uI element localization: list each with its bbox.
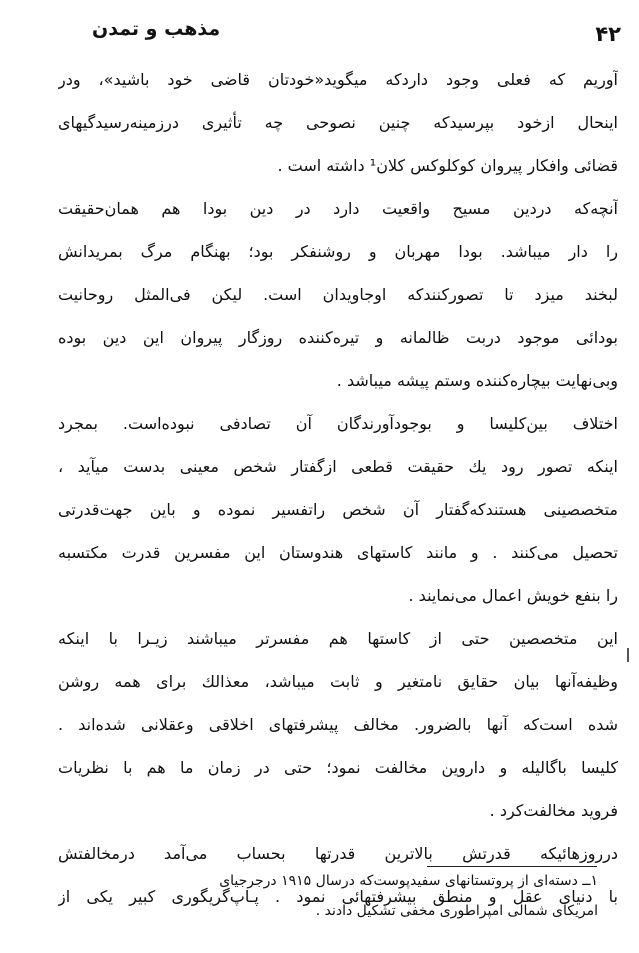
text-line: کلیسا باگالیله و داروین مخالفت نمود؛ حتی در زمان ما هم با نظریات (58, 758, 618, 777)
text-line: فروید مخالفت‌کرد . (489, 801, 618, 820)
text-line: شده است‌که آنها بالضرور. مخالف پیشرفتهای اخلاقی وعقلانی شده‌اند . (58, 715, 618, 734)
text-line: وظیفه‌آنها بیان حقایق نامتغیر و ثابت میباشد، معذالك برای همه روشن (58, 672, 618, 691)
text-line: را دار میباشد. بودا مهربان و روشنفکر بود؛ بهنگام مرگ بمریدانش (58, 242, 618, 261)
body-text (58, 58, 618, 918)
margin-mark (627, 648, 629, 662)
text-line: وبی‌نهایت بیچاره‌کننده وستم پیشه میباشد . (336, 371, 618, 390)
text-line: لبخند میزد تا تصورکنندکه اوجاویدان است. لیکن فی‌المثل روحانیت (58, 285, 618, 304)
text-line: آوریم که فعلی وجود داردکه میگوید«خودتان قاضی خود باشید»، ودر (58, 70, 618, 89)
text-line: تحصیل می‌کنند . و مانند کاستهای هندوستان این مفسرین قدرت مکتسبه (58, 543, 618, 562)
footnotes (70, 866, 598, 926)
footnote-line: امریکای شمالی امپراطوری مخفی تشکیل دادند . (315, 903, 598, 919)
text-line: اینکه تصور رود یك حقیقت قطعی ازگفتار شخص معینی بدست میآید ، (58, 457, 618, 476)
text-line: درروزهائیکه قدرتش بالاترین قدرتها بحساب می‌آمد درمخالفتش (58, 844, 618, 863)
text-line: آنچه‌که دردین مسیح واقعیت دارد در دین بودا هم همان‌حقیقت (58, 199, 618, 218)
text-line: اینحال ازخود بپرسیدکه چنین نصوحی چه تأثیری درزمینه‌رسیدگیهای (58, 113, 618, 132)
text-line: بودائی موجود دربت ظالمانه و تیره‌کننده روزگار پیروان این دین بوده (58, 328, 618, 347)
text-line: با دنیای عقل و منطق بیشرفتهائی نمود . پـاپ‌گریگوری کبیر یکی از (58, 887, 618, 906)
text-line: را بنفع خویش اعمال می‌نمایند . (408, 586, 618, 605)
text-line: قضائی وافکار پیروان کوکلوکس کلان¹ داشته است . (277, 156, 618, 175)
running-header-title: مذهب و تمدن (92, 18, 221, 40)
text-line: این متخصصین حتی از کاستها هم مفسرتر میباشند زیـرا با اینکه (58, 629, 618, 648)
page-number: ۴۲ (595, 22, 621, 46)
text-line: اختلاف بین‌کلیسا و بوجودآورندگان آن تصادفی نبوده‌است. بمجرد (58, 414, 618, 433)
text-line: متخصصینی هستندکه‌گفتار آن شخص راتفسیر نموده و باین جهت‌قدرتی (58, 500, 618, 519)
footnote-line: ۱ــ دسته‌ای از پروتستانهای سفیدپوست‌که درسال ۱۹۱۵ درجرجیای (219, 873, 598, 889)
